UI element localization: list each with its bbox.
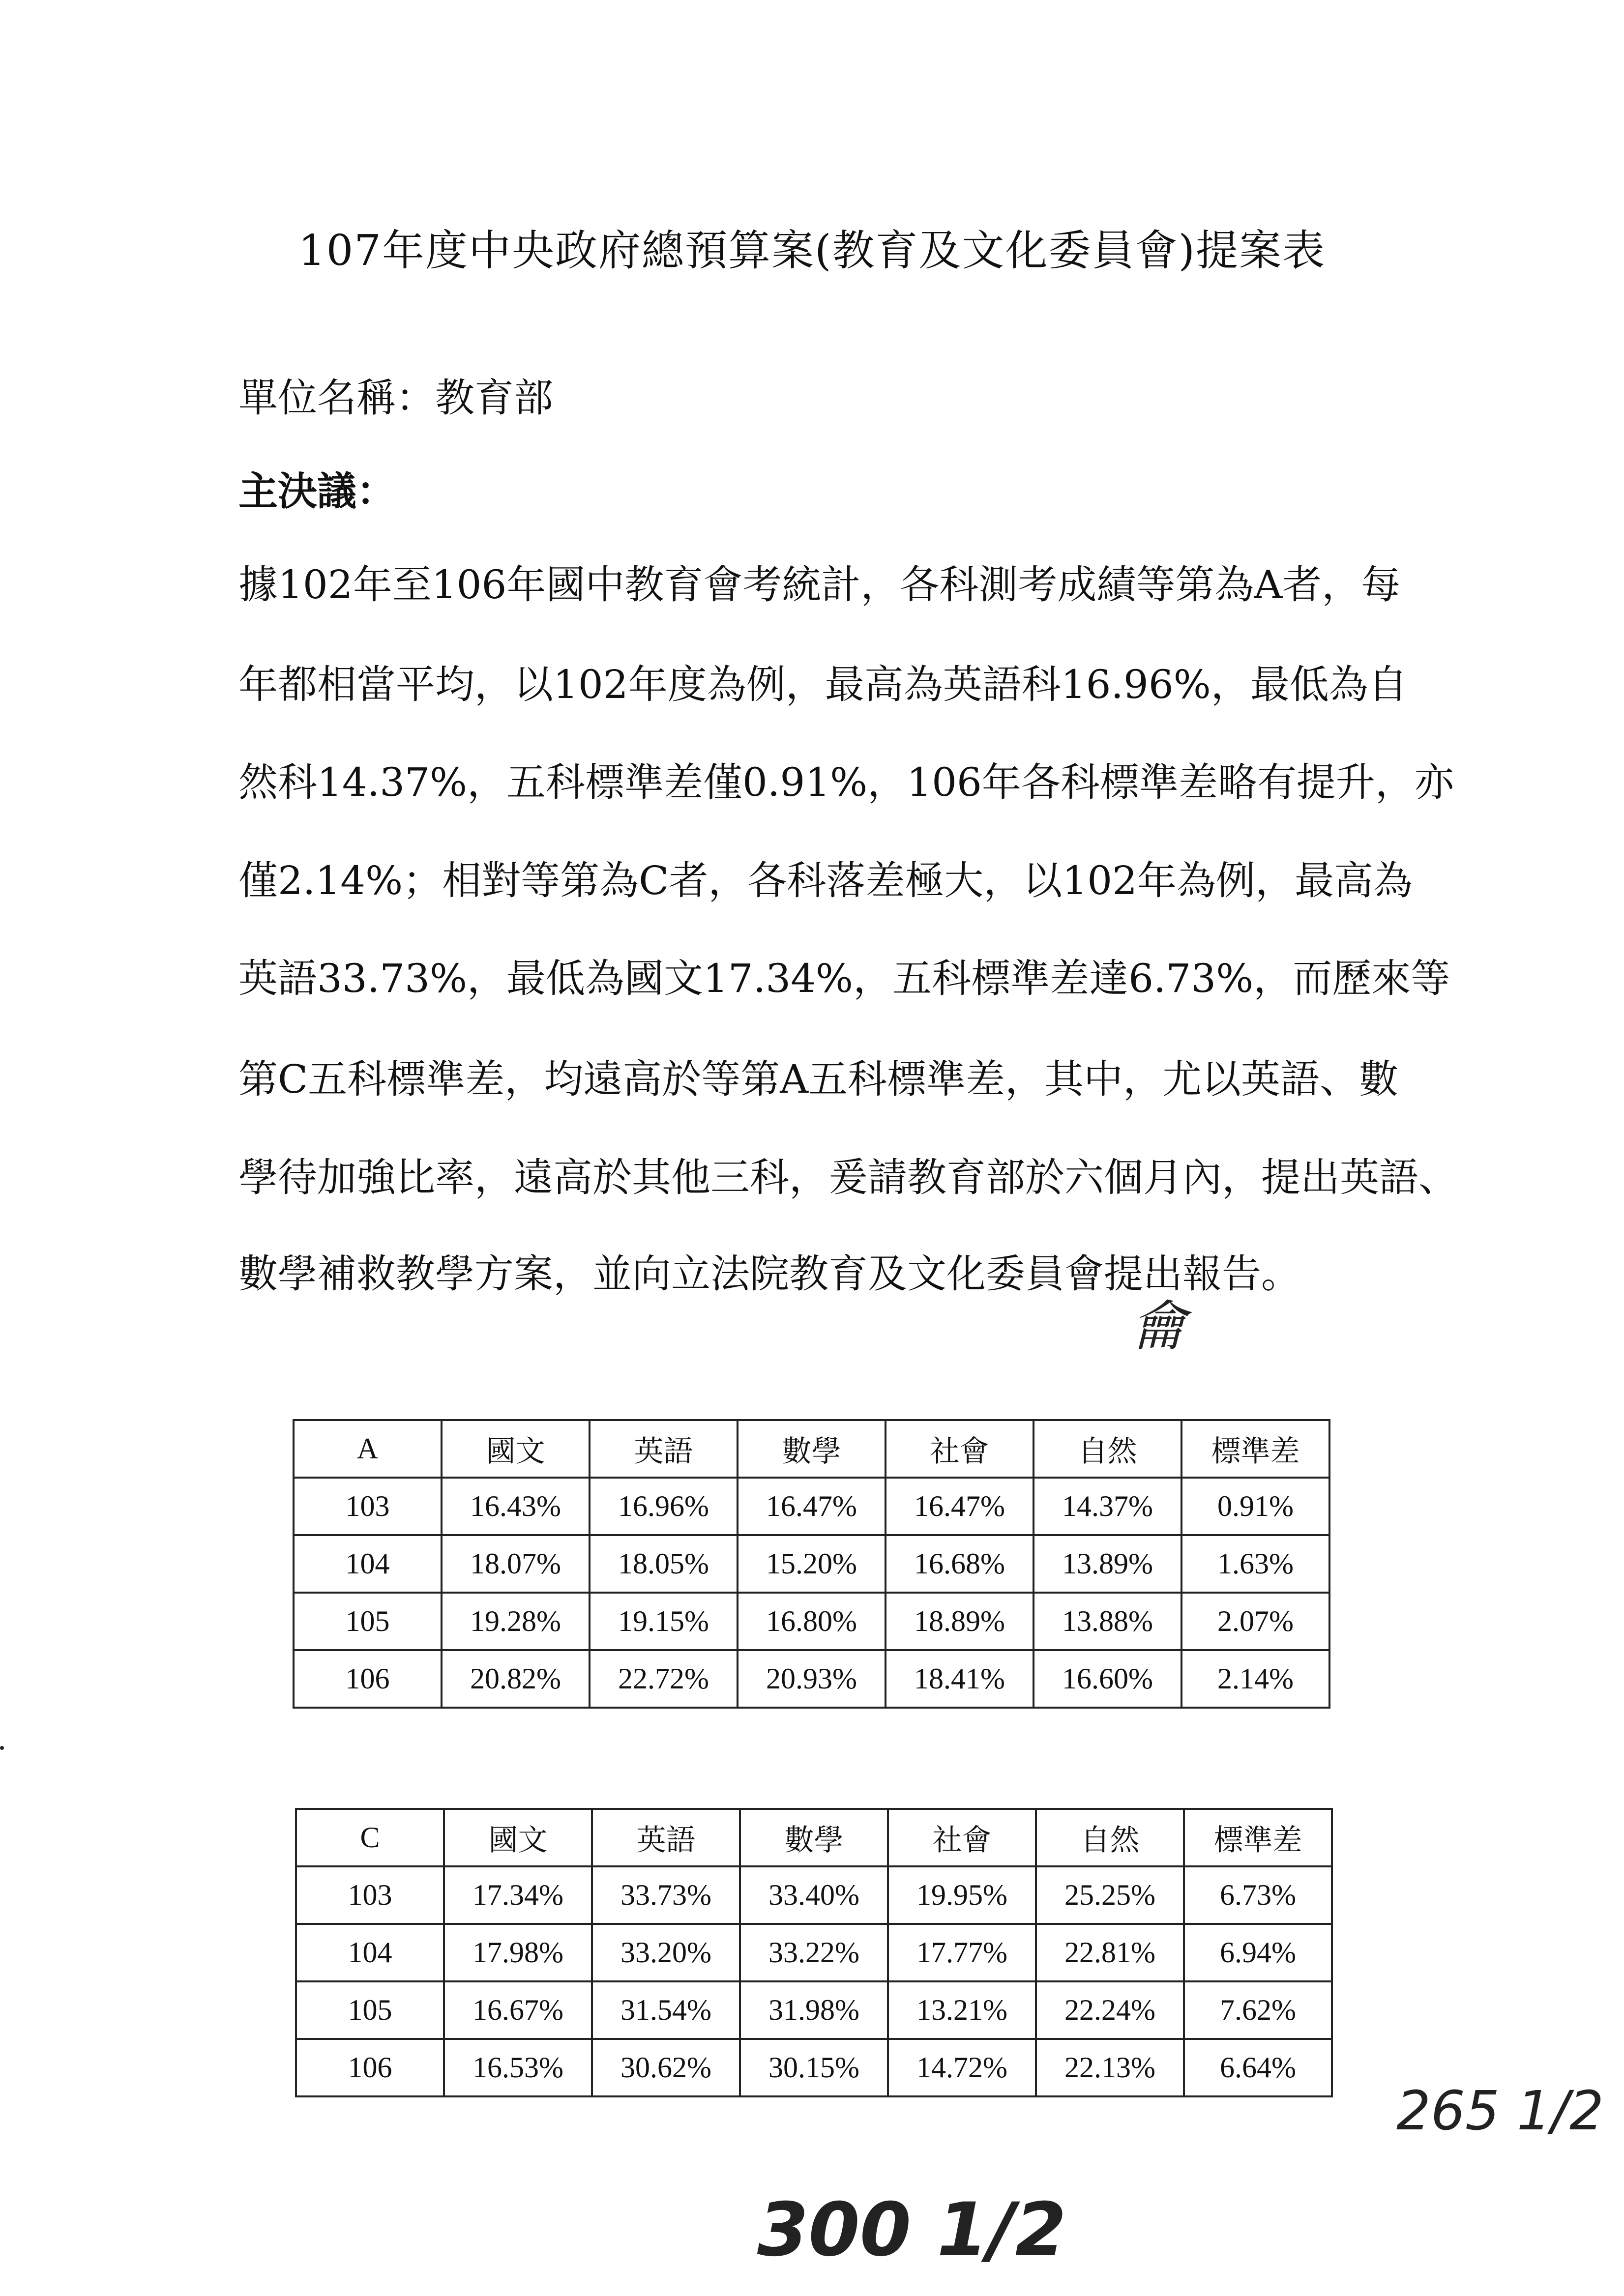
body-line: 然科14.37%，五科標準差僅0.91%，106年各科標準差略有提升，亦: [238, 759, 1454, 805]
value-cell: 31.98%: [740, 1981, 888, 2039]
value-cell: 18.41%: [886, 1650, 1033, 1708]
body-line: 學待加強比率，遠高於其他三科，爰請教育部於六個月內，提出英語、: [238, 1155, 1458, 1200]
body-line: 第C五科標準差，均遠高於等第A五科標準差，其中，尤以英語、數: [238, 1056, 1398, 1102]
year-cell: 106: [296, 2039, 444, 2096]
value-cell: 19.28%: [442, 1593, 590, 1650]
unit-name: 單位名稱：教育部: [238, 375, 553, 421]
value-cell: 19.15%: [590, 1593, 738, 1650]
table-row: [294, 1650, 1329, 1708]
value-cell: 13.21%: [888, 1981, 1036, 2039]
table-row: [294, 1478, 1329, 1535]
year-cell: 105: [296, 1981, 444, 2039]
table-row: [296, 1866, 1332, 1924]
value-cell: 16.53%: [444, 2039, 592, 2096]
header-cell: 數學: [738, 1420, 886, 1478]
value-cell: 33.20%: [592, 1924, 740, 1981]
value-cell: 14.72%: [888, 2039, 1036, 2096]
body-line: 英語33.73%，最低為國文17.34%，五科標準差達6.73%，而歷來等: [238, 956, 1450, 1001]
value-cell: 30.15%: [740, 2039, 888, 2096]
value-cell: 16.43%: [442, 1478, 590, 1535]
table-row: [294, 1593, 1329, 1650]
header-cell: A: [294, 1420, 442, 1478]
value-cell: 16.80%: [738, 1593, 886, 1650]
value-cell: 1.63%: [1181, 1535, 1329, 1593]
year-cell: 104: [296, 1924, 444, 1981]
table-row: [296, 2039, 1332, 2096]
value-cell: 22.81%: [1036, 1924, 1184, 1981]
year-cell: 103: [294, 1478, 442, 1535]
header-cell: 自然: [1036, 1809, 1184, 1866]
header-cell: 標準差: [1181, 1420, 1329, 1478]
value-cell: 17.98%: [444, 1924, 592, 1981]
table-row: [296, 1981, 1332, 2039]
value-cell: 16.68%: [886, 1535, 1033, 1593]
value-cell: 17.34%: [444, 1866, 592, 1924]
value-cell: 31.54%: [592, 1981, 740, 2039]
value-cell: 15.20%: [738, 1535, 886, 1593]
value-cell: 18.05%: [590, 1535, 738, 1593]
value-cell: 18.89%: [886, 1593, 1033, 1650]
value-cell: 2.14%: [1181, 1650, 1329, 1708]
value-cell: 6.94%: [1184, 1924, 1332, 1981]
value-cell: 22.24%: [1036, 1981, 1184, 2039]
resolution-label: 主決議：: [238, 468, 396, 514]
header-cell: 自然: [1033, 1420, 1181, 1478]
value-cell: 18.07%: [442, 1535, 590, 1593]
year-cell: 105: [294, 1593, 442, 1650]
value-cell: 16.96%: [590, 1478, 738, 1535]
body-line: 僅2.14%；相對等第為C者，各科落差極大，以102年為例，最高為: [238, 858, 1413, 903]
body-line: 年都相當平均，以102年度為例，最高為英語科16.96%，最低為自: [238, 662, 1408, 707]
body-line: 數學補救教學方案，並向立法院教育及文化委員會提出報告。: [238, 1251, 1300, 1297]
value-cell: 13.88%: [1033, 1593, 1181, 1650]
value-cell: 16.60%: [1033, 1650, 1181, 1708]
header-cell: 社會: [886, 1420, 1033, 1478]
table-row: [296, 1924, 1332, 1981]
value-cell: 20.93%: [738, 1650, 886, 1708]
signature: 龠: [1131, 1295, 1185, 1358]
value-cell: 22.72%: [590, 1650, 738, 1708]
handwritten-page-note-bottom: 300 1/2: [757, 2187, 1066, 2273]
year-cell: 103: [296, 1866, 444, 1924]
value-cell: 0.91%: [1181, 1478, 1329, 1535]
scan-speck: [0, 1746, 4, 1750]
header-cell: 國文: [444, 1809, 592, 1866]
grade-a-table: [293, 1419, 1330, 1709]
header-cell: 數學: [740, 1809, 888, 1866]
table-header-row: [294, 1420, 1329, 1478]
table-header-row: [296, 1809, 1332, 1866]
value-cell: 22.13%: [1036, 2039, 1184, 2096]
value-cell: 33.73%: [592, 1866, 740, 1924]
grade-c-table: [295, 1808, 1333, 2097]
header-cell: C: [296, 1809, 444, 1866]
value-cell: 6.73%: [1184, 1866, 1332, 1924]
body-line: 據102年至106年國中教育會考統計，各科測考成績等第為A者，每: [238, 562, 1401, 608]
value-cell: 33.22%: [740, 1924, 888, 1981]
value-cell: 6.64%: [1184, 2039, 1332, 2096]
value-cell: 7.62%: [1184, 1981, 1332, 2039]
handwritten-page-note-right: 265 1/2: [1396, 2079, 1604, 2142]
value-cell: 20.82%: [442, 1650, 590, 1708]
value-cell: 2.07%: [1181, 1593, 1329, 1650]
header-cell: 標準差: [1184, 1809, 1332, 1866]
value-cell: 16.47%: [738, 1478, 886, 1535]
header-cell: 英語: [590, 1420, 738, 1478]
value-cell: 30.62%: [592, 2039, 740, 2096]
header-cell: 英語: [592, 1809, 740, 1866]
year-cell: 106: [294, 1650, 442, 1708]
header-cell: 社會: [888, 1809, 1036, 1866]
value-cell: 33.40%: [740, 1866, 888, 1924]
document-title: 107年度中央政府總預算案(教育及文化委員會)提案表: [298, 226, 1326, 275]
value-cell: 17.77%: [888, 1924, 1036, 1981]
value-cell: 16.67%: [444, 1981, 592, 2039]
value-cell: 25.25%: [1036, 1866, 1184, 1924]
header-cell: 國文: [442, 1420, 590, 1478]
value-cell: 13.89%: [1033, 1535, 1181, 1593]
value-cell: 14.37%: [1033, 1478, 1181, 1535]
value-cell: 19.95%: [888, 1866, 1036, 1924]
year-cell: 104: [294, 1535, 442, 1593]
value-cell: 16.47%: [886, 1478, 1033, 1535]
table-row: [294, 1535, 1329, 1593]
